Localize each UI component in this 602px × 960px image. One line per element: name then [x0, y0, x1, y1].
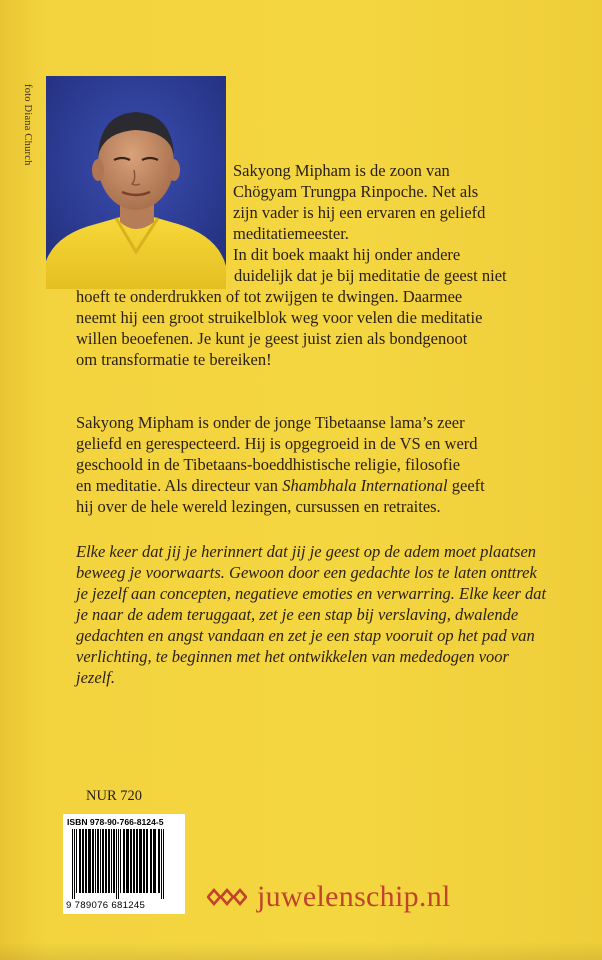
barcode-bar: [105, 829, 107, 893]
text-line: duidelijk dat je bij meditatie de geest niet: [234, 266, 507, 285]
text-line: hij over de hele wereld lezingen, cursussen en retraites.: [76, 497, 441, 516]
barcode-bar: [153, 829, 156, 893]
publisher-website[interactable]: juwelenschip.nl: [257, 880, 451, 913]
author-portrait-illustration: [46, 76, 226, 289]
barcode: [63, 814, 185, 914]
text-line: Elke keer dat jij je herinnert dat jij je geest op de adem moet plaatsen: [76, 542, 537, 561]
barcode-bar: [92, 829, 94, 893]
author-about-paragraph: [76, 412, 591, 517]
barcode-bar: [136, 829, 138, 893]
text-line: zijn vader is hij een ervaren en geliefd: [233, 203, 486, 222]
barcode-bar: [139, 829, 142, 893]
barcode-bars: [70, 829, 178, 899]
author-bio-intro: [233, 160, 588, 265]
barcode-bar: [88, 829, 91, 893]
barcode-guard-bar: [161, 829, 162, 899]
text-line: geschoold in de Tibetaans-boeddhistische religie, filosofie: [76, 455, 461, 474]
barcode-bar: [143, 829, 145, 893]
barcode-guard-bar: [72, 829, 73, 899]
barcode-bar: [150, 829, 152, 893]
barcode-bar: [85, 829, 87, 893]
text-line: neemt hij een groot struikelblok weg voor velen die meditatie: [76, 308, 483, 327]
text-line: In dit boek maakt hij onder andere: [233, 245, 461, 264]
barcode-bar: [146, 829, 148, 893]
barcode-guard-bar: [163, 829, 164, 899]
barcode-bar: [82, 829, 84, 893]
barcode-bar: [130, 829, 132, 893]
text-line: willen beoefenen. Je kunt je geest juist zien als bondgenoot: [76, 329, 468, 348]
bottom-shadow: [0, 942, 602, 960]
barcode-bar: [100, 829, 101, 893]
barcode-bar: [123, 829, 125, 893]
barcode-bar: [97, 829, 99, 893]
text-line: gedachten en angst vandaan en zet je een stap vooruit op het pad van: [76, 626, 535, 645]
text-line: je naar de adem teruggaat, zet je een stap bij verslaving, dwalende: [76, 605, 519, 624]
barcode-bar: [108, 829, 110, 893]
barcode-bar: [126, 829, 129, 893]
barcode-bar: [102, 829, 104, 893]
text-line: verlichting, te beginnen met het ontwikkelen van mededogen voor: [76, 647, 509, 666]
barcode-bar: [158, 829, 160, 893]
book-quote: [76, 541, 591, 688]
text-line: meditatiemeester.: [233, 224, 349, 243]
barcode-bar: [113, 829, 115, 893]
barcode-guard-bar: [118, 829, 119, 899]
publisher-logo: [207, 880, 451, 914]
text-line: hoeft te onderdrukken of tot zwijgen te dwingen. Daarmee: [76, 287, 463, 306]
text-line: Sakyong Mipham is onder de jonge Tibetaanse lama’s zeer: [76, 413, 465, 432]
text-line: om transformatie te bereiken!: [76, 350, 272, 369]
text-line: je jezelf aan concepten, negatieve emoties en verwarring. Elke keer dat: [76, 584, 547, 603]
barcode-bar: [120, 829, 121, 893]
isbn-label: ISBN 978-90-766-8124-5: [67, 817, 164, 827]
text-fragment: geeft: [447, 476, 485, 495]
barcode-bar: [79, 829, 81, 893]
author-photo: [46, 76, 226, 289]
text-fragment: en meditatie. Als directeur van: [76, 476, 283, 495]
publisher-diamond-icon: [207, 886, 247, 908]
barcode-bar: [133, 829, 135, 893]
author-bio-continued: [76, 265, 591, 370]
text-line: geliefd en gerespecteerd. Hij is opgegroeid in de VS en werd: [76, 434, 478, 453]
organization-name: Shambhala International: [282, 476, 448, 495]
barcode-bar: [95, 829, 96, 893]
text-line: Sakyong Mipham is de zoon van: [233, 161, 450, 180]
barcode-guard-bar: [116, 829, 117, 899]
barcode-bar: [111, 829, 112, 893]
text-line: beweeg je voorwaarts. Gewoon door een gedachte los te laten onttrek: [76, 563, 537, 582]
barcode-bar: [76, 829, 77, 893]
isbn-digits: 9 789076 681245: [66, 900, 146, 911]
photo-credit: foto Diana Church: [22, 84, 33, 166]
text-line: Chögyam Trungpa Rinpoche. Net als: [233, 182, 479, 201]
text-line: jezelf.: [76, 668, 115, 687]
text-line: [76, 475, 591, 496]
nur-code: NUR 720: [86, 788, 142, 804]
barcode-guard-bar: [74, 829, 75, 899]
